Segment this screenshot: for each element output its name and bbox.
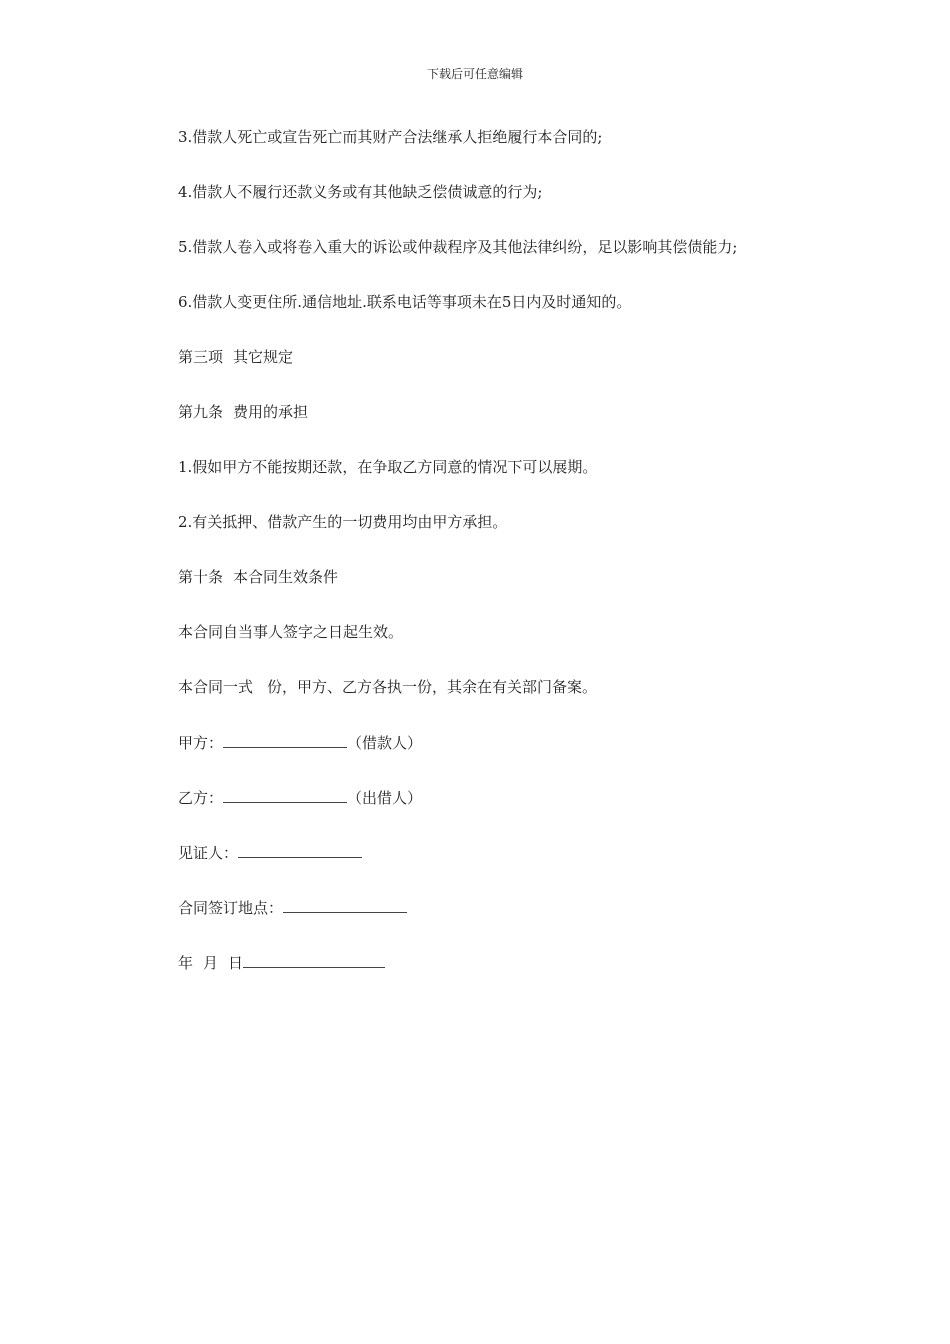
party-a-blank: [223, 732, 347, 748]
witness-label: 见证人：: [178, 844, 239, 862]
date-month: 月: [203, 954, 219, 972]
page-header: 下载后可任意编辑: [426, 67, 523, 81]
section-3-title: 其它规定: [233, 348, 294, 366]
article-9-heading: [178, 402, 308, 422]
date-day: 日: [228, 954, 244, 972]
article-9-item-2: 2.有关抵押、借款产生的一切费用均由甲方承担。: [178, 513, 508, 531]
article-9-prefix: 第九条: [178, 403, 224, 421]
clause-6: 6.借款人变更住所.通信地址.联系电话等事项未在5日内及时通知的。: [178, 293, 632, 311]
article-9-title: 费用的承担: [233, 403, 309, 421]
party-a-label: 甲方：: [178, 734, 224, 752]
party-a-role: （借款人）: [347, 734, 423, 752]
party-b-role: （出借人）: [347, 789, 423, 807]
article-10-heading: [178, 567, 338, 587]
place-line: [178, 897, 407, 918]
clause-3: 3.借款人死亡或宣告死亡而其财产合法继承人拒绝履行本合同的;: [178, 128, 603, 146]
clause-4: 4.借款人不履行还款义务或有其他缺乏偿债诚意的行为;: [178, 183, 543, 201]
copies-suffix: 份，甲方、乙方各执一份，其余在有关部门备案。: [267, 678, 598, 696]
copies-prefix: 本合同一式: [178, 678, 254, 696]
place-blank: [283, 897, 407, 913]
article-9-item-1: 1.假如甲方不能按期还款，在争取乙方同意的情况下可以展期。: [178, 458, 598, 476]
article-10-title: 本合同生效条件: [233, 568, 339, 586]
section-3-heading: [178, 347, 293, 367]
section-3-prefix: 第三项: [178, 348, 224, 366]
party-b-label: 乙方：: [178, 789, 224, 807]
place-label: 合同签订地点：: [178, 899, 284, 917]
article-10-prefix: 第十条: [178, 568, 224, 586]
copies-clause: [178, 677, 597, 697]
date-year: 年: [178, 954, 194, 972]
date-line: [178, 952, 385, 973]
witness-blank: [238, 842, 362, 858]
party-a-line: [178, 732, 422, 753]
clause-5: 5.借款人卷入或将卷入重大的诉讼或仲裁程序及其他法律纠纷，足以影响其偿债能力;: [178, 238, 738, 256]
effective-clause: 本合同自当事人签字之日起生效。: [178, 623, 404, 641]
party-b-blank: [223, 787, 347, 803]
date-blank: [243, 952, 385, 968]
party-b-line: [178, 787, 422, 808]
witness-line: [178, 842, 362, 863]
